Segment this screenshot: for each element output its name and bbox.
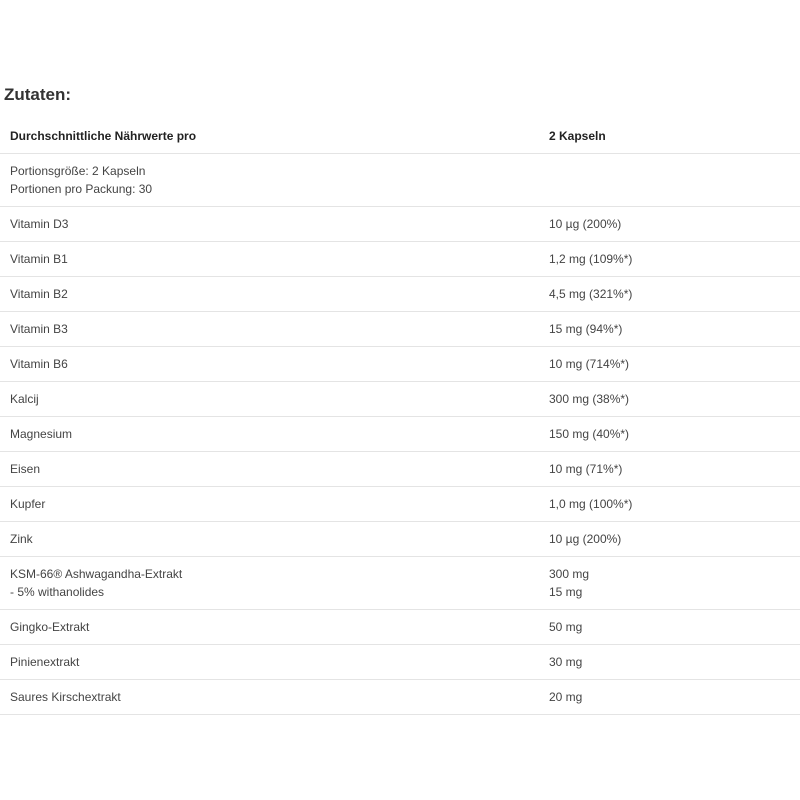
nutrient-amount: 10 mg (71%*) [549,452,800,487]
table-row [0,645,800,680]
nutrition-table [0,118,800,715]
nutrient-name: Eisen [0,452,549,487]
servings-per-pack: Portionen pro Packung: 30 [10,182,153,196]
serving-row [0,154,800,207]
nutrient-name: Magnesium [0,417,549,452]
nutrient-name: Zink [0,522,549,557]
nutrient-name: Kalcij [0,382,549,417]
serving-info [0,154,549,207]
nutrient-amount: 20 mg [549,680,800,715]
nutrient-amount: 30 mg [549,645,800,680]
table-row [0,207,800,242]
table-row [0,610,800,645]
withanolides: - 5% withanolides [10,585,105,599]
serving-value-empty [549,154,800,207]
ashwagandha-name [0,557,549,610]
nutrient-name: Vitamin B3 [0,312,549,347]
nutrient-name: Vitamin D3 [0,207,549,242]
table-row [0,522,800,557]
table-row [0,452,800,487]
table-row [0,417,800,452]
section-title: Zutaten: [4,85,72,104]
table-header-row [0,118,800,154]
nutrient-amount: 10 µg (200%) [549,207,800,242]
ashwagandha-extract-amount: 300 mg [549,567,590,581]
nutrient-amount: 150 mg (40%*) [549,417,800,452]
nutrient-amount: 15 mg (94%*) [549,312,800,347]
nutrient-amount: 1,2 mg (109%*) [549,242,800,277]
table-row [0,277,800,312]
nutrient-amount: 10 µg (200%) [549,522,800,557]
nutrient-amount: 50 mg [549,610,800,645]
nutrient-name: Vitamin B1 [0,242,549,277]
nutrient-amount: 10 mg (714%*) [549,347,800,382]
table-row [0,312,800,347]
nutrient-name: Saures Kirschextrakt [0,680,549,715]
serving-size: Portionsgröße: 2 Kapseln [10,164,146,178]
table-row [0,242,800,277]
nutrient-name: Pinienextrakt [0,645,549,680]
header-amount: 2 Kapseln [549,118,800,154]
nutrient-name: Kupfer [0,487,549,522]
withanolides-amount: 15 mg [549,585,583,599]
table-row [0,382,800,417]
header-nutrient: Durchschnittliche Nährwerte pro [0,118,549,154]
ashwagandha-amount [549,557,800,610]
table-row [0,680,800,715]
ashwagandha-row [0,557,800,610]
nutrient-amount: 300 mg (38%*) [549,382,800,417]
ashwagandha-extract: KSM-66® Ashwagandha-Extrakt [10,567,183,581]
nutrient-amount: 4,5 mg (321%*) [549,277,800,312]
table-row [0,487,800,522]
table-row [0,347,800,382]
nutrient-name: Vitamin B2 [0,277,549,312]
nutrient-amount: 1,0 mg (100%*) [549,487,800,522]
nutrient-name: Gingko-Extrakt [0,610,549,645]
nutrient-name: Vitamin B6 [0,347,549,382]
